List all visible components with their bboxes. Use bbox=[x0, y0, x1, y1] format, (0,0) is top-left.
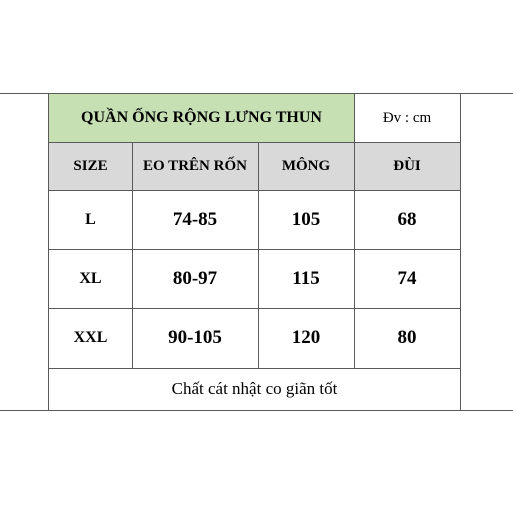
border-row1-bottom bbox=[49, 249, 460, 250]
border-col2 bbox=[258, 142, 259, 368]
table-cell-hip: 105 bbox=[291, 208, 321, 230]
table-row-size: L bbox=[85, 210, 96, 228]
table-cell-hip: 120 bbox=[291, 327, 321, 348]
header-thigh: ĐÙI bbox=[354, 142, 460, 190]
fabric-note: Chất cát nhật co giãn tốt bbox=[171, 379, 338, 398]
border-col1 bbox=[132, 142, 133, 368]
border-bottom bbox=[0, 410, 513, 411]
table-cell-waist: 74-85 bbox=[172, 208, 218, 230]
border-row3-bottom bbox=[49, 368, 460, 369]
header-hip: MÔNG bbox=[258, 142, 354, 190]
border-row2-bottom bbox=[49, 308, 460, 309]
unit-label: Đv : cm bbox=[382, 109, 432, 126]
table-cell-thigh: 74 bbox=[397, 267, 417, 289]
table-cell-waist: 90-105 bbox=[168, 327, 222, 348]
table-cell-thigh: 68 bbox=[397, 208, 417, 230]
table-row-size: XL bbox=[79, 269, 102, 287]
header-waist: EO TRÊN RỐN bbox=[132, 142, 258, 190]
border-col3 bbox=[354, 94, 355, 368]
border-header-top bbox=[49, 142, 460, 143]
table-cell-waist: 80-97 bbox=[172, 267, 218, 289]
table-row-size: XXL bbox=[73, 329, 108, 346]
table-cell-thigh: 80 bbox=[397, 327, 417, 348]
border-right bbox=[460, 93, 461, 411]
border-top bbox=[0, 93, 513, 94]
header-size: SIZE bbox=[49, 142, 132, 190]
border-header-bottom bbox=[49, 190, 460, 191]
border-left bbox=[48, 93, 49, 411]
table-title: QUẦN ỐNG RỘNG LƯNG THUN bbox=[49, 94, 354, 142]
table-cell-hip: 115 bbox=[292, 267, 320, 289]
